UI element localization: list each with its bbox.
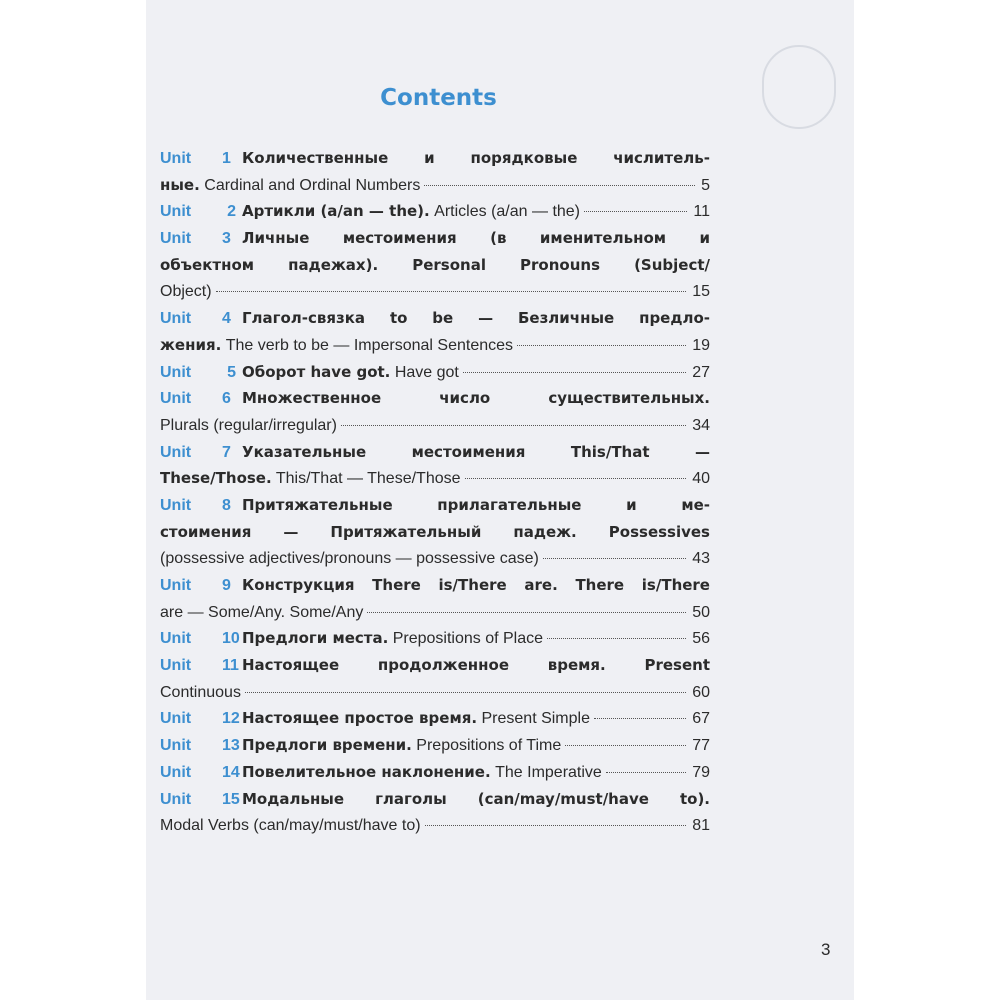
entry-title-en: are — Some/Any. Some/Any <box>160 603 364 621</box>
unit-label: Unit <box>160 443 192 461</box>
entry-page-number: 19 <box>692 336 710 354</box>
unit-label: Unit <box>160 310 192 328</box>
entry-title-en: Have got <box>390 363 459 381</box>
dot-leader <box>594 718 686 719</box>
entry-title-en: Plurals (regular/irregular) <box>160 416 337 434</box>
unit-label: Unit <box>160 150 192 167</box>
unit-label: Unit <box>160 790 192 808</box>
unit-number: 1 <box>222 150 231 167</box>
entry-title-ru: Артикли (a/an — the). <box>242 202 430 221</box>
toc-entry[interactable] <box>160 359 710 386</box>
dot-leader <box>463 372 686 373</box>
dot-leader <box>341 425 686 426</box>
entry-page-number: 5 <box>701 176 710 194</box>
entry-title-en: Cardinal and Ordinal Numbers <box>199 176 421 194</box>
unit-label: Unit <box>160 577 192 594</box>
entry-page-number: 81 <box>692 817 710 835</box>
toc-entry[interactable] <box>160 225 710 305</box>
unit-number: 13 <box>222 737 240 755</box>
unit-number: 5 <box>227 363 236 381</box>
entry-title-line: объектном падежах). Personal Pronouns (Subject/ <box>160 255 710 274</box>
toc-entry[interactable] <box>160 145 710 198</box>
unit-label: Unit <box>160 390 192 408</box>
toc-entry[interactable] <box>160 572 710 625</box>
entry-title-line: Конструкция There is/There are. There is/There <box>242 576 710 594</box>
background-decoration <box>762 45 836 129</box>
entry-title-en: Prepositions of Time <box>411 737 562 755</box>
entry-page-number: 67 <box>692 710 710 728</box>
unit-label: Unit <box>160 710 192 728</box>
entry-title-ru: Предлоги времени. <box>242 736 412 755</box>
dot-leader <box>367 612 686 613</box>
dot-leader <box>543 558 686 559</box>
toc-entry[interactable] <box>160 759 710 786</box>
entry-page-number: 79 <box>692 763 710 781</box>
unit-number: 3 <box>222 230 231 248</box>
entry-title-en: Articles (a/an — the) <box>429 203 581 221</box>
unit-number: 15 <box>222 790 240 808</box>
toc-entry[interactable] <box>160 492 710 572</box>
unit-number: 12 <box>222 710 240 728</box>
entry-title-ru: жения. <box>160 335 222 354</box>
toc-entry[interactable] <box>160 198 710 225</box>
entry-page-number: 11 <box>693 203 710 221</box>
entry-title-ru: Предлоги места. <box>242 629 389 648</box>
entry-title-line: Глагол-связка to be — Безличные предло- <box>242 309 710 328</box>
entry-title-line: Настоящее продолженное время. Present <box>242 656 710 675</box>
toc-entry[interactable] <box>160 305 710 358</box>
entry-title-en: Present Simple <box>477 710 590 728</box>
unit-label: Unit <box>160 363 192 381</box>
entry-page-number: 77 <box>692 737 710 755</box>
entry-title-en: This/That — These/Those <box>271 470 461 488</box>
entry-page-number: 34 <box>692 416 710 434</box>
unit-label: Unit <box>160 737 192 755</box>
dot-leader <box>517 345 686 346</box>
entry-page-number: 40 <box>692 470 710 488</box>
unit-number: 4 <box>222 310 231 328</box>
entry-page-number: 60 <box>692 683 710 701</box>
unit-number: 2 <box>227 203 236 221</box>
table-of-contents <box>160 145 710 839</box>
dot-leader <box>565 745 686 746</box>
entry-title-line: Указательные местоимения This/That — <box>242 442 710 461</box>
entry-title-ru: These/Those. <box>160 469 272 488</box>
entry-title-ru: Повелительное наклонение. <box>242 762 491 781</box>
unit-number: 8 <box>222 496 231 514</box>
toc-entry[interactable] <box>160 625 710 652</box>
page-title: Contents <box>380 85 497 111</box>
unit-number: 11 <box>222 657 239 675</box>
dot-leader <box>606 772 686 773</box>
unit-label: Unit <box>160 496 192 514</box>
unit-label: Unit <box>160 630 192 648</box>
toc-entry[interactable] <box>160 439 710 492</box>
unit-number: 6 <box>222 390 231 408</box>
entry-title-en: Prepositions of Place <box>388 630 544 648</box>
unit-number: 9 <box>222 577 231 594</box>
entry-title-line: Модальные глаголы (can/may/must/have to). <box>242 789 710 808</box>
entry-page-number: 43 <box>692 550 710 568</box>
toc-entry[interactable] <box>160 652 710 705</box>
dot-leader <box>547 638 686 639</box>
entry-title-en: Modal Verbs (can/may/must/have to) <box>160 817 421 835</box>
entry-title-ru: ные. <box>160 175 200 194</box>
book-page <box>146 0 854 1000</box>
toc-entry[interactable] <box>160 732 710 759</box>
unit-label: Unit <box>160 763 192 781</box>
entry-title-en: The Imperative <box>490 763 602 781</box>
toc-entry[interactable] <box>160 385 710 438</box>
entry-title-en: Continuous <box>160 683 241 701</box>
entry-title-en: (possessive adjectives/pronouns — possessive case) <box>160 550 539 568</box>
entry-title-line: стоимения — Притяжательный падеж. Possessives <box>160 522 710 541</box>
dot-leader <box>465 478 687 479</box>
dot-leader <box>216 291 687 292</box>
toc-entry[interactable] <box>160 786 710 839</box>
unit-number: 14 <box>222 763 240 781</box>
entry-title-line: Притяжательные прилагательные и ме- <box>242 495 710 514</box>
dot-leader <box>425 825 687 826</box>
page-number: 3 <box>821 940 831 959</box>
entry-page-number: 15 <box>692 283 710 301</box>
dot-leader <box>245 692 686 693</box>
dot-leader <box>584 211 687 212</box>
entry-title-ru: Настоящее простое время. <box>242 709 478 728</box>
unit-label: Unit <box>160 230 192 248</box>
unit-label: Unit <box>160 203 192 221</box>
entry-title-line: Множественное число существительных. <box>242 389 710 408</box>
unit-label: Unit <box>160 657 192 675</box>
dot-leader <box>424 185 695 186</box>
entry-page-number: 50 <box>692 603 710 621</box>
entry-title-line: Количественные и порядковые числитель- <box>242 149 710 167</box>
toc-entry[interactable] <box>160 705 710 732</box>
entry-title-en: The verb to be — Impersonal Sentences <box>221 336 514 354</box>
entry-title-line: Личные местоимения (в именительном и <box>242 229 710 248</box>
unit-number: 10 <box>222 630 240 648</box>
unit-number: 7 <box>222 443 231 461</box>
entry-title-en: Object) <box>160 283 212 301</box>
entry-title-ru: Оборот have got. <box>242 362 391 381</box>
entry-page-number: 27 <box>692 363 710 381</box>
entry-page-number: 56 <box>692 630 710 648</box>
